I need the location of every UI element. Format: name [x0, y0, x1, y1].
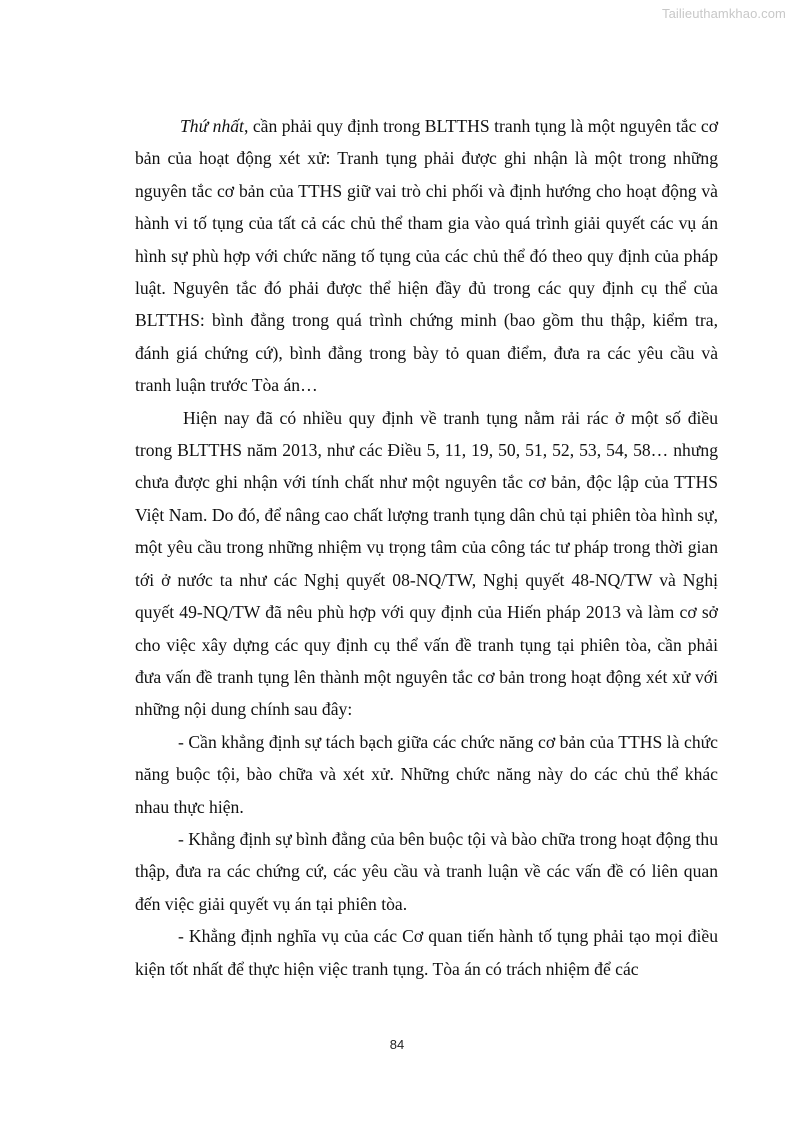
- paragraph-lead-italic: Thứ nhất: [180, 116, 244, 136]
- paragraph-text: , cần phải quy định trong BLTTHS tranh tụng là một nguyên tắc cơ bản của hoạt động xét xử: Tranh tụng phải được ghi nhận là một trong những nguyên tắc cơ bản của TTHS giữ vai trò chi phối và định hướng cho hoạt động và hành vi tố tụng của tất cả các chủ thể tham gia vào quá trình giải quyết các vụ án hình sự phù hợp với chức năng tố tụng của các chủ thể đó theo quy định của pháp luật. Nguyên tắc đó phải được thể hiện đầy đủ trong các quy định cụ thể của BLTTHS: bình đẳng trong quá trình chứng minh (bao gồm thu thập, kiểm tra, đánh giá chứng cứ), bình đẳng trong bày tỏ quan điểm, đưa ra các yêu cầu và tranh luận trước Tòa án…: [135, 116, 718, 396]
- document-body: [135, 110, 718, 985]
- bullet-item-binh-dang: - Khẳng định sự bình đẳng của bên buộc tội và bào chữa trong hoạt động thu thập, đưa ra các chứng cứ, các yêu cầu và tranh luận về các vấn đề có liên quan đến việc giải quyết vụ án tại phiên tòa.: [135, 828, 718, 914]
- paragraph-hien-nay: Hiện nay đã có nhiều quy định về tranh tụng nằm rải rác ở một số điều trong BLTTHS năm 2013, như các Điều 5, 11, 19, 50, 51, 52, 53, 54, 58… nhưng chưa được ghi nhận với tính chất như một nguyên tắc cơ bản, độc lập của TTHS Việt Nam. Do đó, để nâng cao chất lượng tranh tụng dân chủ tại phiên tòa hình sự, một yêu cầu trong những nhiệm vụ trọng tâm của công tác tư pháp trong thời gian tới ở nước ta như các Nghị quyết 08-NQ/TW, Nghị quyết 48-NQ/TW và Nghị quyết 49-NQ/TW đã nêu phù hợp với quy định của Hiến pháp 2013 và làm cơ sở cho việc xây dựng các quy định cụ thể vấn đề tranh tụng tại phiên tòa, cần phải đưa vấn đề tranh tụng lên thành một nguyên tắc cơ bản trong hoạt động xét xử với những nội dung chính sau đây:: [135, 407, 718, 720]
- page-number: 84: [389, 1037, 405, 1052]
- watermark: Tailieuthamkhao.com: [661, 6, 786, 21]
- bullet-item-tach-bach: - Cần khẳng định sự tách bạch giữa các chức năng cơ bản của TTHS là chức năng buộc tội, bào chữa và xét xử. Những chức năng này do các chủ thể khác nhau thực hiện.: [135, 731, 718, 817]
- paragraph-thu-nhat: [135, 110, 718, 402]
- bullet-item-nghia-vu: - Khẳng định nghĩa vụ của các Cơ quan tiến hành tố tụng phải tạo mọi điều kiện tốt nhất để thực hiện việc tranh tụng. Tòa án có trách nhiệm để các: [135, 926, 718, 979]
